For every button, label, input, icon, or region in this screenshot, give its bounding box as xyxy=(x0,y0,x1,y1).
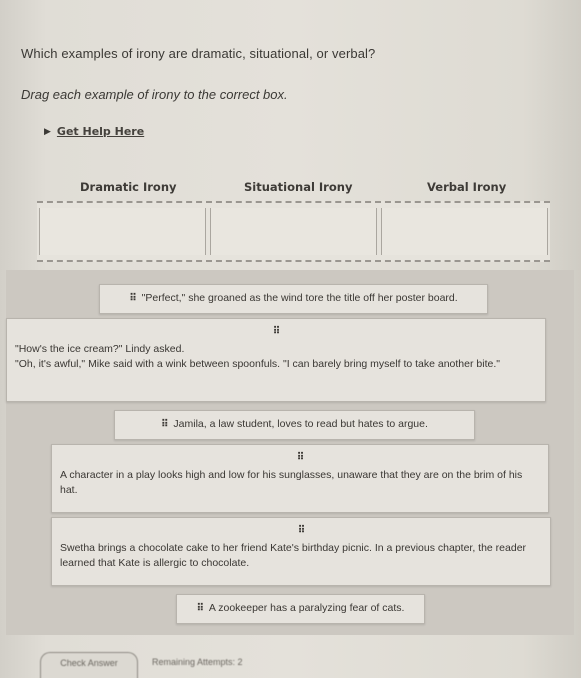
card-text: A character in a play looks high and low for his sunglasses, unaware that they are on the brim of his hat. xyxy=(60,468,523,496)
card-text: Swetha brings a chocolate cake to her friend Kate's birthday picnic. In a previous chapter, the reader learned that Kate is allergic to chocolate. xyxy=(60,541,527,569)
draggable-card[interactable] xyxy=(51,517,551,586)
draggable-card[interactable] xyxy=(114,410,475,440)
draggable-card[interactable] xyxy=(51,444,549,513)
drop-zone-row xyxy=(37,201,550,262)
question-text: Which examples of irony are dramatic, situational, or verbal? xyxy=(21,46,376,61)
card-text: A zookeeper has a paralyzing fear of cats. xyxy=(208,602,405,615)
check-answer-tab[interactable]: Check Answer xyxy=(40,652,138,678)
card-text: "Oh, it's awful," Mike said with a wink between spoonfuls. "I can barely bring myself to take another bite." xyxy=(15,357,500,370)
category-header-verbal: Verbal Irony xyxy=(427,180,507,194)
card-text: "How's the ice cream?" Lindy asked. xyxy=(15,342,185,355)
drag-handle-icon: ⠿ xyxy=(272,326,280,337)
get-help-link[interactable] xyxy=(44,125,144,138)
draggable-card[interactable] xyxy=(99,284,488,314)
triangle-right-icon: ▶ xyxy=(44,126,51,137)
draggable-card[interactable] xyxy=(176,594,425,624)
bottom-tab-bar xyxy=(0,648,581,678)
get-help-label: Get Help Here xyxy=(56,125,145,138)
card-text: "Perfect," she groaned as the wind tore the title off her poster board. xyxy=(141,292,458,305)
instruction-text: Drag each example of irony to the correct box. xyxy=(21,87,288,102)
category-header-situational: Situational Irony xyxy=(244,180,353,194)
draggable-card[interactable] xyxy=(6,318,546,402)
drag-handle-icon: ⠿ xyxy=(297,525,305,536)
remaining-attempts-tab: Remaining Attempts: 2 xyxy=(152,657,243,667)
card-text: Jamila, a law student, loves to read but hates to argue. xyxy=(173,418,428,431)
drop-box-situational[interactable] xyxy=(210,208,377,255)
category-header-dramatic: Dramatic Irony xyxy=(80,180,177,194)
drop-box-dramatic[interactable] xyxy=(39,208,206,255)
drag-handle-icon: ⠿ xyxy=(196,602,203,614)
drag-handle-icon: ⠿ xyxy=(296,452,304,463)
drag-handle-icon: ⠿ xyxy=(129,292,136,304)
drag-handle-icon: ⠿ xyxy=(161,418,168,430)
drop-box-verbal[interactable] xyxy=(381,208,548,255)
